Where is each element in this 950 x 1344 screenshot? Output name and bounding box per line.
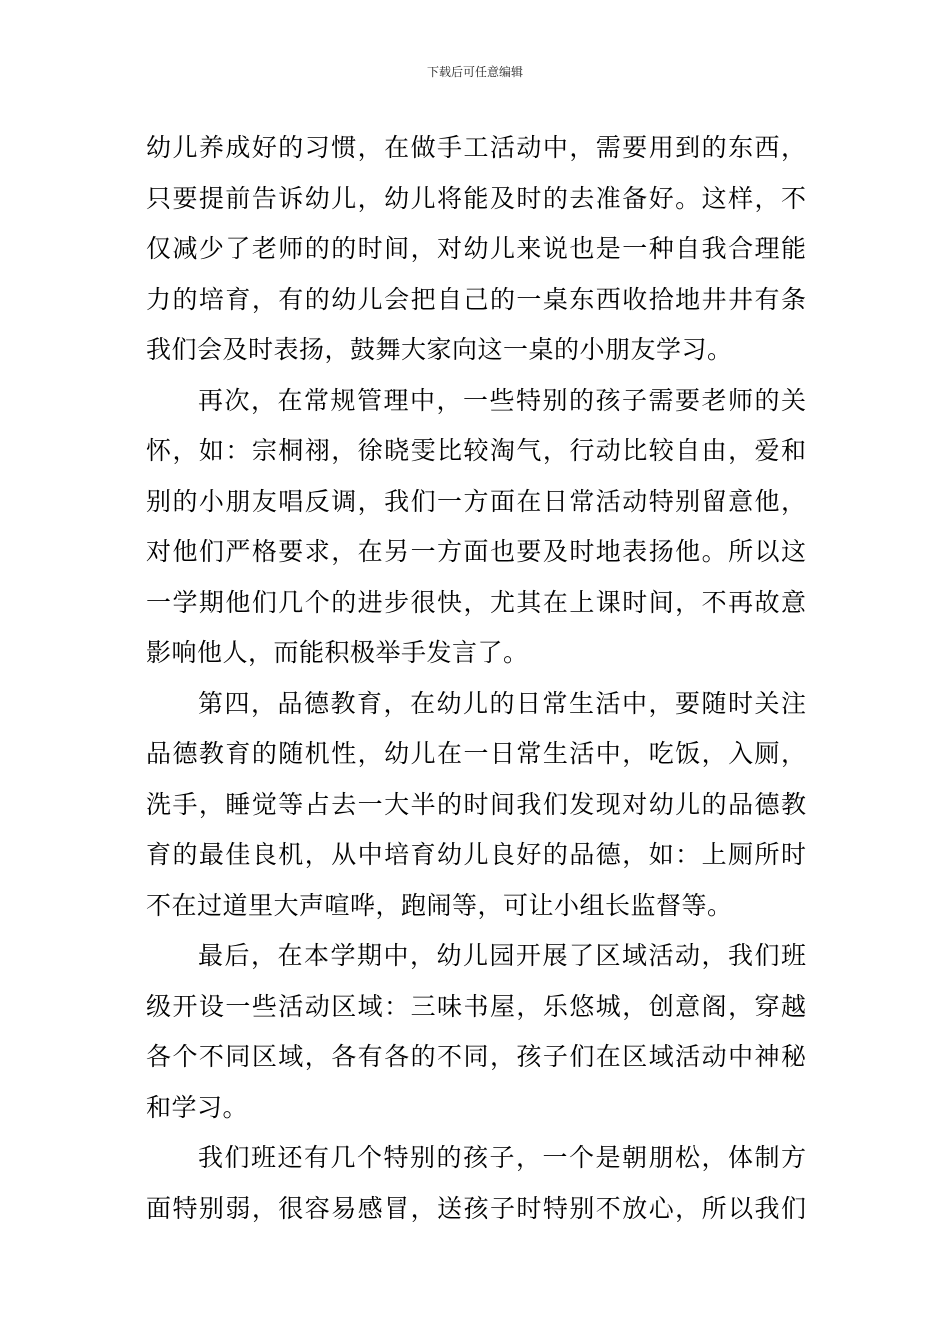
text-line: 一学期他们几个的进步很快，尤其在上课时间，不再故意 [146, 587, 806, 617]
text-line: 仅减少了老师的的时间，对幼儿来说也是一种自我合理能 [146, 234, 806, 263]
text-line: 怀，如：宗桐祤，徐晓雯比较淘气，行动比较自由，爱和 [146, 436, 806, 465]
text-line: 各个不同区域，各有各的不同，孩子们在区域活动中神秘 [146, 1042, 806, 1071]
text-line: 再次，在常规管理中，一些特别的孩子需要老师的关 [198, 385, 806, 415]
text-line: 洗手，睡觉等占去一大半的时间我们发现对幼儿的品德教 [146, 789, 806, 819]
text-line: 力的培育，有的幼儿会把自己的一桌东西收拾地井井有条 [146, 284, 806, 314]
text-line: 品德教育的随机性，幼儿在一日常生活中，吃饭，入厕， [146, 739, 806, 768]
text-line: 最后，在本学期中，幼儿园开展了区域活动，我们班 [198, 941, 806, 970]
text-line: 我们班还有几个特别的孩子，一个是朝朋松，体制方 [198, 1143, 806, 1172]
text-line: 我们会及时表扬，鼓舞大家向这一桌的小朋友学习。 [146, 335, 733, 364]
text-line: 第四，品德教育，在幼儿的日常生活中，要随时关注 [198, 688, 806, 718]
document-body [146, 123, 806, 1234]
text-line: 对他们严格要求，在另一方面也要及时地表扬他。所以这 [146, 537, 806, 566]
text-line: 幼儿养成好的习惯，在做手工活动中，需要用到的东西， [146, 133, 806, 162]
page-header: 下载后可任意编辑 [426, 65, 523, 79]
text-line: 育的最佳良机，从中培育幼儿良好的品德，如：上厕所时 [146, 840, 806, 869]
text-line: 不在过道里大声喧哗，跑闹等，可让小组长监督等。 [146, 890, 733, 920]
text-line: 和学习。 [146, 1092, 249, 1122]
text-line: 影响他人，而能积极举手发言了。 [146, 638, 529, 667]
text-line: 级开设一些活动区域：三味书屋，乐悠城，创意阁，穿越 [146, 991, 806, 1021]
text-line: 别的小朋友唱反调，我们一方面在日常活动特别留意他， [146, 486, 806, 516]
text-line: 面特别弱，很容易感冒，送孩子时特别不放心，所以我们 [146, 1193, 806, 1223]
text-line: 只要提前告诉幼儿，幼儿将能及时的去准备好。这样，不 [146, 183, 806, 213]
